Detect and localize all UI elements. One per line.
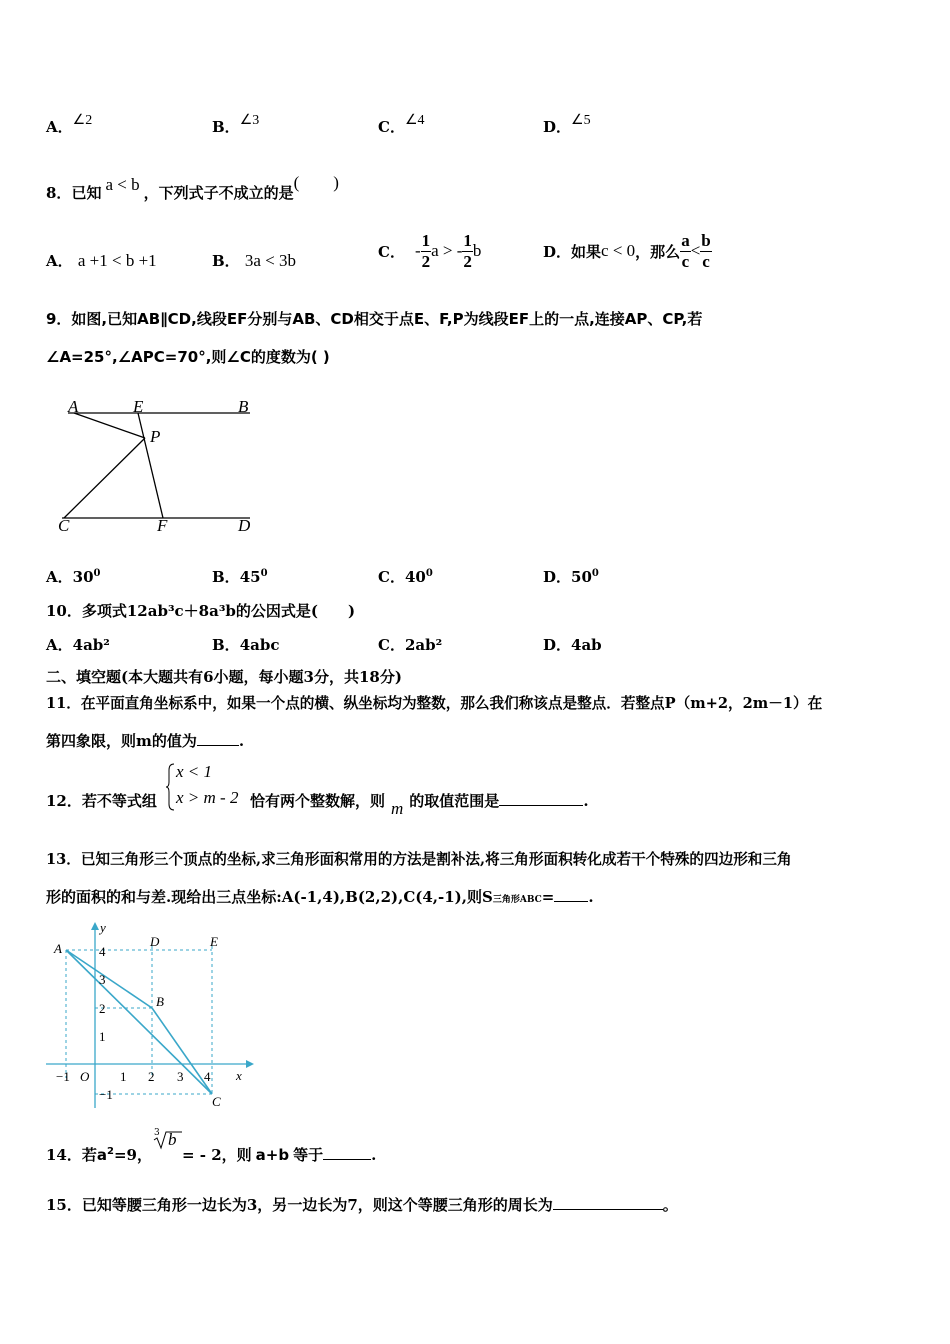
q13-point-d: D [150,934,160,949]
q8-c-frac1: $\frac{1}{2}$ [421,230,431,271]
q10-option-b: B．4abc [212,636,280,654]
q9-option-c: C．$40^0$ [378,568,433,586]
q12-inequality-system [166,762,248,812]
q14-cube-root: 3 b [152,1144,182,1160]
q11-blank[interactable] [197,731,239,746]
q13-blank[interactable] [554,887,588,902]
q8-option-b-text: 3a < 3b [244,251,297,270]
section-2-heading: 二、填空题(本大题共有6小题，每小题3分，共18分) [46,668,402,686]
q13-axis-y: y [100,920,106,935]
q9-label-f: F [157,516,168,535]
q13-point-a: A [54,941,62,956]
q13-line2: 形的面积的和与差.现给出三点坐标:A(-1,4),B(2,2),C(4,-1),则S三角形ABC= . [46,888,594,906]
q13-subscript: 三角形ABC [492,895,542,905]
q8-d-frac1: $\frac{a}{c}$ [681,230,690,271]
q8-paren: ( ) [293,173,339,192]
q9-label-d: D [238,516,251,535]
q13-axis-x: x [236,1068,242,1083]
q7-option-a-text: ∠2 [72,113,93,128]
q8-stem: 8．已知 a < b ，下列式子不成立的是( ) [46,173,339,202]
q10-stem: 10．多项式12ab³c＋8a³b的公因式是( ) [46,602,356,620]
q9-line2: ∠A=25°,∠APC=70°,则∠C的度数为( ) [46,348,330,366]
q11-line1: 11．在平面直角坐标系中，如果一个点的横、纵坐标均为整数，那么我们称该点是整点．若整点P（m+2，2m－1）在 [46,695,823,712]
q9-label-b: B [238,397,249,416]
q12-blank[interactable] [499,791,583,806]
q7-option-c: C．∠4 [378,113,425,136]
q9-label-c: C [58,516,70,535]
q10-option-d: D．4ab [543,636,602,654]
q10-option-c: C．2ab² [378,636,443,654]
q7-option-b-text: ∠3 [239,113,260,128]
q15-stem: 15．已知等腰三角形一边长为3，另一边长为7，则这个等腰三角形的周长为 。 [46,1196,678,1214]
q13-line1: 13．已知三角形三个顶点的坐标,求三角形面积常用的方法是割补法,将三角形面积转化成若干个特殊的四边形和三角 [46,851,792,868]
q8-d-lt: < [690,241,701,260]
q8-condition: a < b [105,175,140,194]
q14-blank[interactable] [323,1145,371,1160]
q9-label-e: E [133,397,144,416]
q8-option-a: A． a +1 < b +1 [46,251,157,270]
q12-ineq2: x > m - 2 [176,788,239,807]
q13-xtick-neg1: −1 [56,1069,70,1084]
q7-option-d-text: ∠5 [571,113,591,128]
q8-option-b: B． 3a < 3b [212,251,297,270]
q13-ytick-4: 4 [99,944,106,959]
q13-ytick-2: 2 [99,1001,106,1016]
q13-ytick-3: 3 [99,972,106,987]
q12-brace [166,762,176,812]
q13-ytick-neg1: −1 [99,1087,113,1102]
q9-line1: 9．如图,已知AB∥CD,线段EF分别与AB、CD相交于点E、F,P为线段EF上的一点,连接AP、CP,若 [46,310,703,328]
q8-d-frac2: $\frac{b}{c}$ [701,230,711,271]
q8-d-cond: c < 0 [601,241,636,260]
q10-option-a: A．4ab² [46,636,110,654]
q8-option-a-text: a +1 < b +1 [77,251,157,270]
q15-blank[interactable] [553,1195,663,1210]
q13-point-b: B [156,994,164,1009]
q12-lead: 12．若不等式组 [46,792,157,810]
q12-ineq1: x < 1 [176,762,213,781]
q13-figure [40,918,260,1118]
q13-ytick-1: 1 [99,1029,106,1044]
q13-point-e: E [210,934,218,949]
q8-option-d: D． 如果 c < 0 ，那么 $\frac{a}{c}$ < $\frac{b}{c}$ [543,230,711,271]
q13-xtick-1: 1 [120,1069,127,1084]
q8-option-c: C． - $\frac{1}{2}$ a > - $\frac{1}{2}$ b [378,230,482,271]
q9-option-b: B．$45^0$ [212,568,268,586]
q13-xtick-3: 3 [177,1069,184,1084]
q8-c-mid: a > - [431,241,463,260]
q11-line2: 第四象限，则m的值为 . [46,732,245,750]
q12-var-m: m [391,799,404,818]
q9-figure [50,390,270,540]
q7-option-d: D．∠5 [543,113,591,136]
q14-stem: 14．若$a^2=9$， 3 b = - 2，则 a+b 等于 . [46,1128,377,1164]
q13-xtick-2: 2 [148,1069,155,1084]
q13-point-c: C [212,1094,221,1109]
q8-c-frac2: $\frac{1}{2}$ [463,230,472,271]
q9-label-p: P [150,427,161,446]
q9-option-a: A．$30^0$ [46,568,101,586]
q7-option-a: A．∠2 [46,113,93,136]
q9-option-d: D．$50^0$ [543,568,599,586]
q9-label-a: A [68,397,79,416]
q12-rest: 恰有两个整数解，则 m 的取值范围是 . [250,792,589,818]
q13-xtick-4: 4 [204,1069,211,1084]
q13-origin: O [80,1069,90,1084]
q8-c-tail: b [472,241,482,260]
q8-c-minus: - [414,241,421,260]
q7-option-c-text: ∠4 [404,113,425,128]
q7-option-b: B．∠3 [212,113,260,136]
